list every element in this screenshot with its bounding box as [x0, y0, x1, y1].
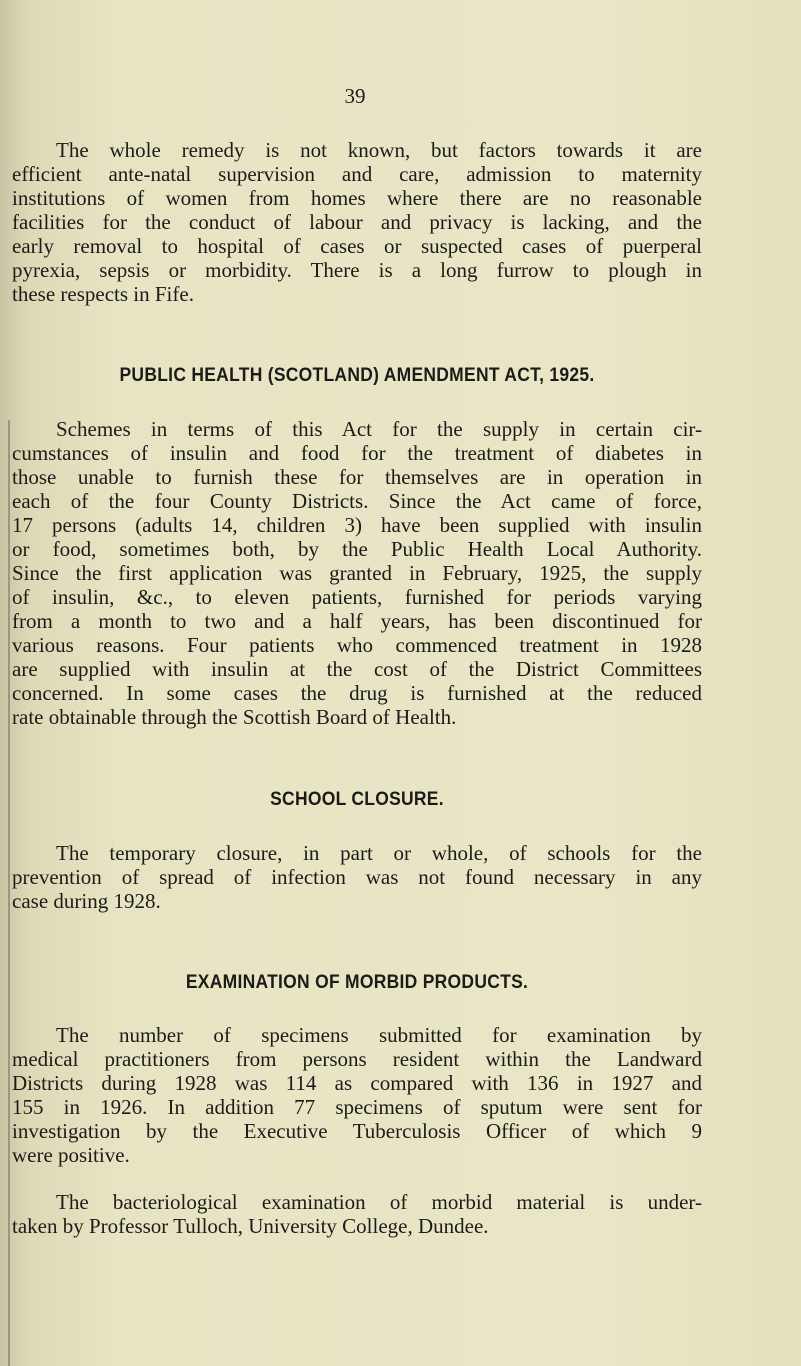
- paragraph-line: each of the four County Districts. Since the Act came of force,: [12, 489, 702, 513]
- page-binding-edge: [8, 420, 10, 1366]
- paragraph-line: case during 1928.: [12, 889, 161, 913]
- paragraph-line: taken by Professor Tulloch, University College, Dundee.: [12, 1214, 489, 1238]
- paragraph-line: various reasons. Four patients who commenced treatment in 1928: [12, 633, 702, 657]
- paragraph-line: from a month to two and a half years, has been discontinued for: [12, 609, 702, 633]
- paragraph-line: The bacteriological examination of morbid material is under-: [56, 1190, 702, 1214]
- paragraph-line: medical practitioners from persons resident within the Landward: [12, 1047, 702, 1071]
- paragraph-line: rate obtainable through the Scottish Board of Health.: [12, 705, 457, 729]
- paragraph-line: these respects in Fife.: [12, 282, 194, 306]
- paragraph-line: Schemes in terms of this Act for the supply in certain cir-: [56, 417, 702, 441]
- paragraph-line: cumstances of insulin and food for the treatment of diabetes in: [12, 441, 702, 465]
- paragraph-line: pyrexia, sepsis or morbidity. There is a long furrow to plough in: [12, 258, 702, 282]
- paragraph-line: of insulin, &c., to eleven patients, furnished for periods varying: [12, 585, 702, 609]
- paragraph-line: those unable to furnish these for themselves are in operation in: [12, 465, 702, 489]
- paragraph-line: Since the first application was granted in February, 1925, the supply: [12, 561, 702, 585]
- paragraph-line: 155 in 1926. In addition 77 specimens of sputum were sent for: [12, 1095, 702, 1119]
- paragraph-line: The number of specimens submitted for examination by: [56, 1023, 702, 1047]
- paragraph-line: prevention of spread of infection was not found necessary in any: [12, 865, 702, 889]
- section-heading: SCHOOL CLOSURE.: [270, 789, 444, 810]
- section-heading: EXAMINATION OF MORBID PRODUCTS.: [185, 972, 529, 993]
- paragraph-line: investigation by the Executive Tuberculosis Officer of which 9: [12, 1119, 702, 1143]
- section-heading: PUBLIC HEALTH (SCOTLAND) AMENDMENT ACT, 1925.: [119, 365, 595, 386]
- paragraph-line: are supplied with insulin at the cost of the District Committees: [12, 657, 702, 681]
- page-number: 39: [344, 84, 366, 108]
- paragraph-line: The whole remedy is not known, but factors towards it are: [56, 138, 702, 162]
- paragraph-line: or food, sometimes both, by the Public Health Local Authority.: [12, 537, 702, 561]
- paragraph-line: The temporary closure, in part or whole, of schools for the: [56, 841, 702, 865]
- paragraph-line: institutions of women from homes where there are no reasonable: [12, 186, 702, 210]
- paragraph-line: facilities for the conduct of labour and privacy is lacking, and the: [12, 210, 702, 234]
- paragraph-line: Districts during 1928 was 114 as compared with 136 in 1927 and: [12, 1071, 702, 1095]
- paragraph-line: were positive.: [12, 1143, 130, 1167]
- paragraph-line: 17 persons (adults 14, children 3) have been supplied with insulin: [12, 513, 702, 537]
- paragraph-line: efficient ante-natal supervision and care, admission to maternity: [12, 162, 702, 186]
- paragraph-line: early removal to hospital of cases or suspected cases of puerperal: [12, 234, 702, 258]
- paragraph-line: concerned. In some cases the drug is furnished at the reduced: [12, 681, 702, 705]
